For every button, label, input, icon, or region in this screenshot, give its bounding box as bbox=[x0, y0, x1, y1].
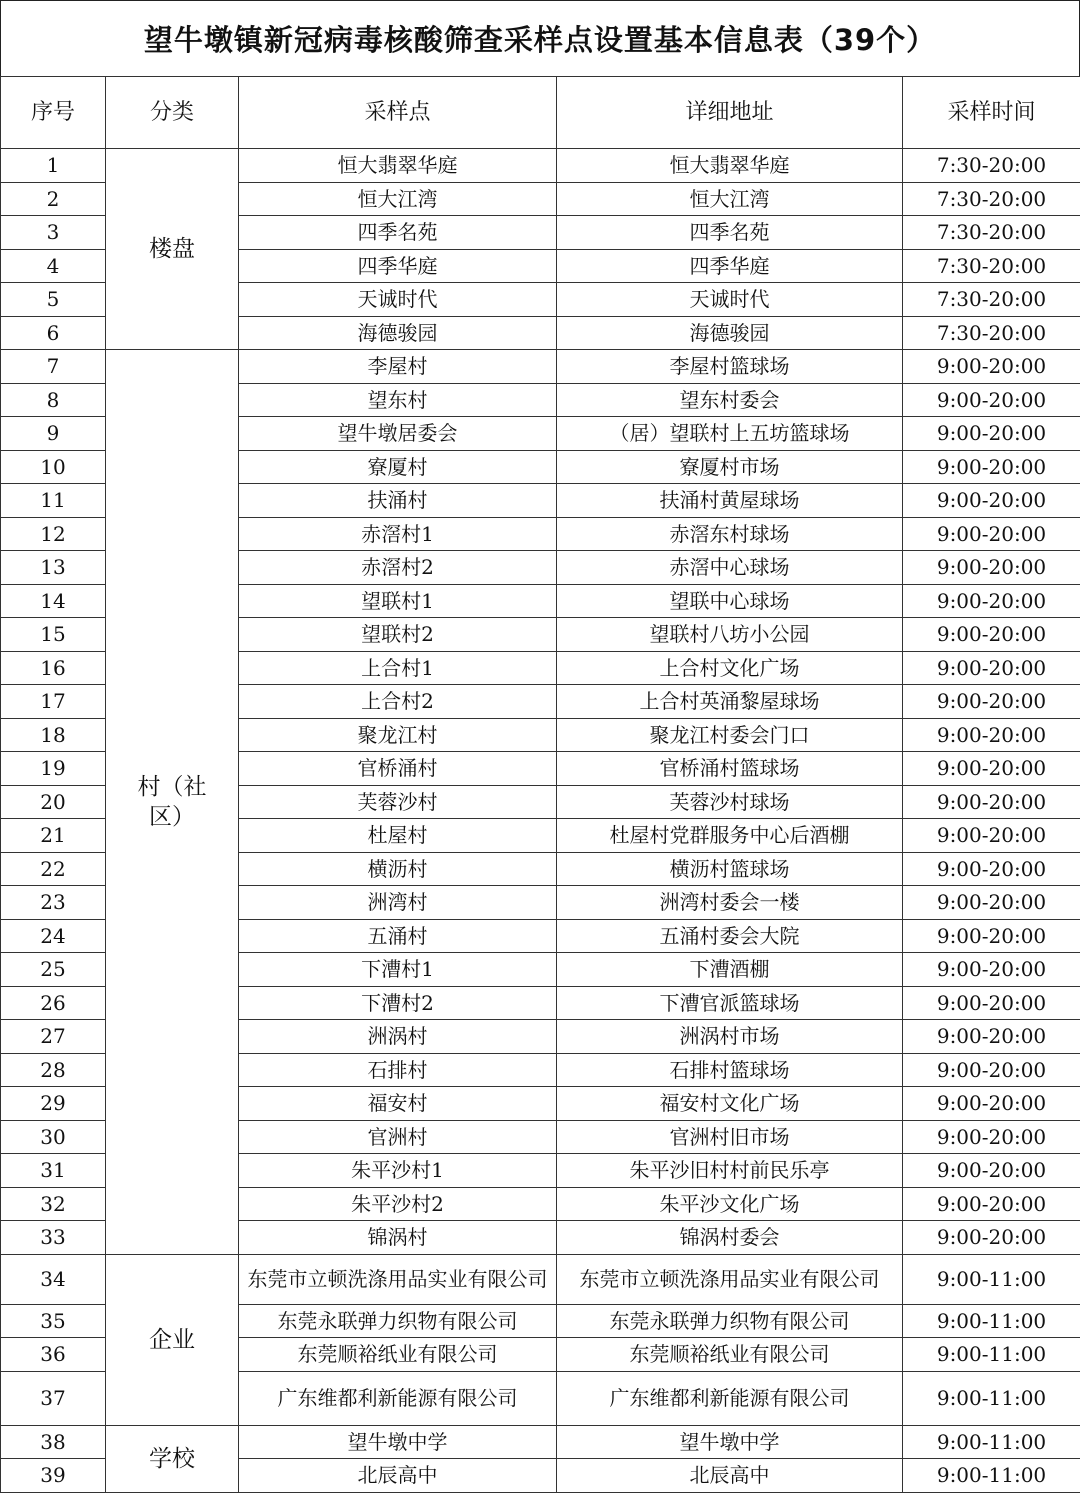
row-address: 洲涡村市场 bbox=[557, 1020, 903, 1054]
header-site: 采样点 bbox=[239, 77, 557, 149]
row-address: 寮厦村市场 bbox=[557, 450, 903, 484]
row-address: 上合村文化广场 bbox=[557, 651, 903, 685]
row-address: 李屋村篮球场 bbox=[557, 350, 903, 384]
row-index: 26 bbox=[1, 986, 106, 1020]
row-address: 上合村英涌黎屋球场 bbox=[557, 685, 903, 719]
row-address: 锦涡村委会 bbox=[557, 1221, 903, 1255]
row-site: 五涌村 bbox=[239, 919, 557, 953]
row-time: 7:30-20:00 bbox=[903, 283, 1080, 317]
row-time: 9:00-20:00 bbox=[903, 450, 1080, 484]
row-site: 下漕村2 bbox=[239, 986, 557, 1020]
row-address: 扶涌村黄屋球场 bbox=[557, 484, 903, 518]
row-address: 四季华庭 bbox=[557, 249, 903, 283]
row-address: 望东村委会 bbox=[557, 383, 903, 417]
row-index: 19 bbox=[1, 752, 106, 786]
row-index: 29 bbox=[1, 1087, 106, 1121]
row-time: 9:00-20:00 bbox=[903, 1120, 1080, 1154]
row-address: 望联村八坊小公园 bbox=[557, 618, 903, 652]
row-address: 望牛墩中学 bbox=[557, 1425, 903, 1459]
row-time: 9:00-11:00 bbox=[903, 1459, 1080, 1493]
header-index: 序号 bbox=[1, 77, 106, 149]
row-index: 12 bbox=[1, 517, 106, 551]
row-time: 9:00-20:00 bbox=[903, 1053, 1080, 1087]
row-index: 14 bbox=[1, 584, 106, 618]
row-site: 朱平沙村1 bbox=[239, 1154, 557, 1188]
row-site: 望联村1 bbox=[239, 584, 557, 618]
row-address: 杜屋村党群服务中心后酒棚 bbox=[557, 819, 903, 853]
row-address: 北辰高中 bbox=[557, 1459, 903, 1493]
row-time: 9:00-20:00 bbox=[903, 1221, 1080, 1255]
row-time: 9:00-20:00 bbox=[903, 584, 1080, 618]
row-time: 7:30-20:00 bbox=[903, 149, 1080, 183]
row-site: 望牛墩居委会 bbox=[239, 417, 557, 451]
row-address: 四季名苑 bbox=[557, 216, 903, 250]
row-site: 洲湾村 bbox=[239, 886, 557, 920]
row-address: 下漕酒棚 bbox=[557, 953, 903, 987]
row-index: 13 bbox=[1, 551, 106, 585]
table-row bbox=[1, 1425, 1080, 1459]
row-address: 福安村文化广场 bbox=[557, 1087, 903, 1121]
row-time: 9:00-20:00 bbox=[903, 953, 1080, 987]
row-address: 朱平沙文化广场 bbox=[557, 1187, 903, 1221]
row-index: 36 bbox=[1, 1338, 106, 1372]
row-index: 15 bbox=[1, 618, 106, 652]
row-index: 35 bbox=[1, 1304, 106, 1338]
row-time: 9:00-11:00 bbox=[903, 1371, 1080, 1425]
row-site: 望东村 bbox=[239, 383, 557, 417]
row-site: 赤滘村2 bbox=[239, 551, 557, 585]
row-index: 31 bbox=[1, 1154, 106, 1188]
row-site: 四季名苑 bbox=[239, 216, 557, 250]
table-body bbox=[1, 149, 1080, 1493]
row-site: 东莞市立顿洗涤用品实业有限公司 bbox=[239, 1254, 557, 1304]
row-index: 34 bbox=[1, 1254, 106, 1304]
row-category: 村（社区） bbox=[106, 350, 239, 1255]
header-address: 详细地址 bbox=[557, 77, 903, 149]
row-time: 9:00-20:00 bbox=[903, 752, 1080, 786]
row-index: 33 bbox=[1, 1221, 106, 1255]
row-address: 东莞顺裕纸业有限公司 bbox=[557, 1338, 903, 1372]
row-time: 9:00-20:00 bbox=[903, 551, 1080, 585]
header-category: 分类 bbox=[106, 77, 239, 149]
row-category: 楼盘 bbox=[106, 149, 239, 350]
row-index: 11 bbox=[1, 484, 106, 518]
row-site: 横沥村 bbox=[239, 852, 557, 886]
row-index: 27 bbox=[1, 1020, 106, 1054]
row-index: 24 bbox=[1, 919, 106, 953]
row-address: 芙蓉沙村球场 bbox=[557, 785, 903, 819]
row-site: 芙蓉沙村 bbox=[239, 785, 557, 819]
row-site: 北辰高中 bbox=[239, 1459, 557, 1493]
row-index: 17 bbox=[1, 685, 106, 719]
row-site: 石排村 bbox=[239, 1053, 557, 1087]
row-site: 望联村2 bbox=[239, 618, 557, 652]
row-time: 9:00-11:00 bbox=[903, 1338, 1080, 1372]
row-time: 9:00-20:00 bbox=[903, 819, 1080, 853]
row-time: 9:00-20:00 bbox=[903, 785, 1080, 819]
row-site: 四季华庭 bbox=[239, 249, 557, 283]
row-address: 官桥涌村篮球场 bbox=[557, 752, 903, 786]
header-time: 采样时间 bbox=[903, 77, 1080, 149]
row-time: 9:00-20:00 bbox=[903, 986, 1080, 1020]
sampling-sites-table bbox=[0, 76, 1080, 1493]
row-index: 6 bbox=[1, 316, 106, 350]
row-site: 福安村 bbox=[239, 1087, 557, 1121]
row-site: 下漕村1 bbox=[239, 953, 557, 987]
row-address: 东莞市立顿洗涤用品实业有限公司 bbox=[557, 1254, 903, 1304]
row-address: 洲湾村委会一楼 bbox=[557, 886, 903, 920]
row-site: 洲涡村 bbox=[239, 1020, 557, 1054]
row-address: 下漕官派篮球场 bbox=[557, 986, 903, 1020]
row-index: 18 bbox=[1, 718, 106, 752]
row-index: 39 bbox=[1, 1459, 106, 1493]
row-address: 聚龙江村委会门口 bbox=[557, 718, 903, 752]
row-index: 10 bbox=[1, 450, 106, 484]
row-address: 官洲村旧市场 bbox=[557, 1120, 903, 1154]
row-time: 9:00-20:00 bbox=[903, 1154, 1080, 1188]
row-site: 东莞顺裕纸业有限公司 bbox=[239, 1338, 557, 1372]
row-index: 37 bbox=[1, 1371, 106, 1425]
row-index: 38 bbox=[1, 1425, 106, 1459]
row-site: 上合村1 bbox=[239, 651, 557, 685]
table-row bbox=[1, 1254, 1080, 1304]
row-time: 9:00-20:00 bbox=[903, 484, 1080, 518]
row-time: 9:00-20:00 bbox=[903, 852, 1080, 886]
row-address: 海德骏园 bbox=[557, 316, 903, 350]
row-address: 朱平沙旧村村前民乐亭 bbox=[557, 1154, 903, 1188]
row-address: 赤滘东村球场 bbox=[557, 517, 903, 551]
row-site: 扶涌村 bbox=[239, 484, 557, 518]
row-site: 恒大翡翠华庭 bbox=[239, 149, 557, 183]
row-site: 李屋村 bbox=[239, 350, 557, 384]
row-index: 3 bbox=[1, 216, 106, 250]
row-time: 9:00-20:00 bbox=[903, 350, 1080, 384]
row-time: 9:00-20:00 bbox=[903, 1087, 1080, 1121]
row-time: 9:00-20:00 bbox=[903, 1020, 1080, 1054]
row-time: 9:00-20:00 bbox=[903, 685, 1080, 719]
row-site: 恒大江湾 bbox=[239, 182, 557, 216]
row-address: 广东维都利新能源有限公司 bbox=[557, 1371, 903, 1425]
row-time: 7:30-20:00 bbox=[903, 216, 1080, 250]
row-address: 天诚时代 bbox=[557, 283, 903, 317]
row-index: 1 bbox=[1, 149, 106, 183]
row-site: 广东维都利新能源有限公司 bbox=[239, 1371, 557, 1425]
row-site: 杜屋村 bbox=[239, 819, 557, 853]
table-row bbox=[1, 350, 1080, 384]
table-row bbox=[1, 149, 1080, 183]
row-time: 9:00-20:00 bbox=[903, 886, 1080, 920]
row-index: 5 bbox=[1, 283, 106, 317]
row-site: 海德骏园 bbox=[239, 316, 557, 350]
row-time: 7:30-20:00 bbox=[903, 316, 1080, 350]
row-time: 9:00-11:00 bbox=[903, 1254, 1080, 1304]
row-index: 16 bbox=[1, 651, 106, 685]
row-time: 9:00-20:00 bbox=[903, 417, 1080, 451]
row-time: 9:00-20:00 bbox=[903, 651, 1080, 685]
header-row bbox=[1, 77, 1080, 149]
row-index: 21 bbox=[1, 819, 106, 853]
row-index: 2 bbox=[1, 182, 106, 216]
row-time: 9:00-11:00 bbox=[903, 1304, 1080, 1338]
row-address: （居）望联村上五坊篮球场 bbox=[557, 417, 903, 451]
row-site: 寮厦村 bbox=[239, 450, 557, 484]
row-address: 恒大江湾 bbox=[557, 182, 903, 216]
row-index: 22 bbox=[1, 852, 106, 886]
row-index: 9 bbox=[1, 417, 106, 451]
row-address: 赤滘中心球场 bbox=[557, 551, 903, 585]
row-address: 恒大翡翠华庭 bbox=[557, 149, 903, 183]
row-index: 28 bbox=[1, 1053, 106, 1087]
row-index: 23 bbox=[1, 886, 106, 920]
row-time: 9:00-20:00 bbox=[903, 718, 1080, 752]
row-index: 25 bbox=[1, 953, 106, 987]
row-time: 9:00-20:00 bbox=[903, 1187, 1080, 1221]
row-site: 天诚时代 bbox=[239, 283, 557, 317]
row-time: 7:30-20:00 bbox=[903, 249, 1080, 283]
row-site: 朱平沙村2 bbox=[239, 1187, 557, 1221]
row-address: 五涌村委会大院 bbox=[557, 919, 903, 953]
table-title: 望牛墩镇新冠病毒核酸筛查采样点设置基本信息表（39个） bbox=[0, 0, 1080, 76]
row-site: 赤滘村1 bbox=[239, 517, 557, 551]
row-site: 望牛墩中学 bbox=[239, 1425, 557, 1459]
row-time: 7:30-20:00 bbox=[903, 182, 1080, 216]
row-address: 东莞永联弹力织物有限公司 bbox=[557, 1304, 903, 1338]
row-site: 聚龙江村 bbox=[239, 718, 557, 752]
row-time: 9:00-20:00 bbox=[903, 517, 1080, 551]
row-address: 石排村篮球场 bbox=[557, 1053, 903, 1087]
row-address: 横沥村篮球场 bbox=[557, 852, 903, 886]
row-time: 9:00-11:00 bbox=[903, 1425, 1080, 1459]
row-index: 4 bbox=[1, 249, 106, 283]
row-site: 官洲村 bbox=[239, 1120, 557, 1154]
row-time: 9:00-20:00 bbox=[903, 919, 1080, 953]
row-index: 20 bbox=[1, 785, 106, 819]
row-site: 东莞永联弹力织物有限公司 bbox=[239, 1304, 557, 1338]
row-index: 30 bbox=[1, 1120, 106, 1154]
row-time: 9:00-20:00 bbox=[903, 383, 1080, 417]
row-index: 32 bbox=[1, 1187, 106, 1221]
row-category: 企业 bbox=[106, 1254, 239, 1425]
row-index: 7 bbox=[1, 350, 106, 384]
row-index: 8 bbox=[1, 383, 106, 417]
row-time: 9:00-20:00 bbox=[903, 618, 1080, 652]
row-category: 学校 bbox=[106, 1425, 239, 1492]
row-site: 锦涡村 bbox=[239, 1221, 557, 1255]
row-address: 望联中心球场 bbox=[557, 584, 903, 618]
row-site: 上合村2 bbox=[239, 685, 557, 719]
row-site: 官桥涌村 bbox=[239, 752, 557, 786]
